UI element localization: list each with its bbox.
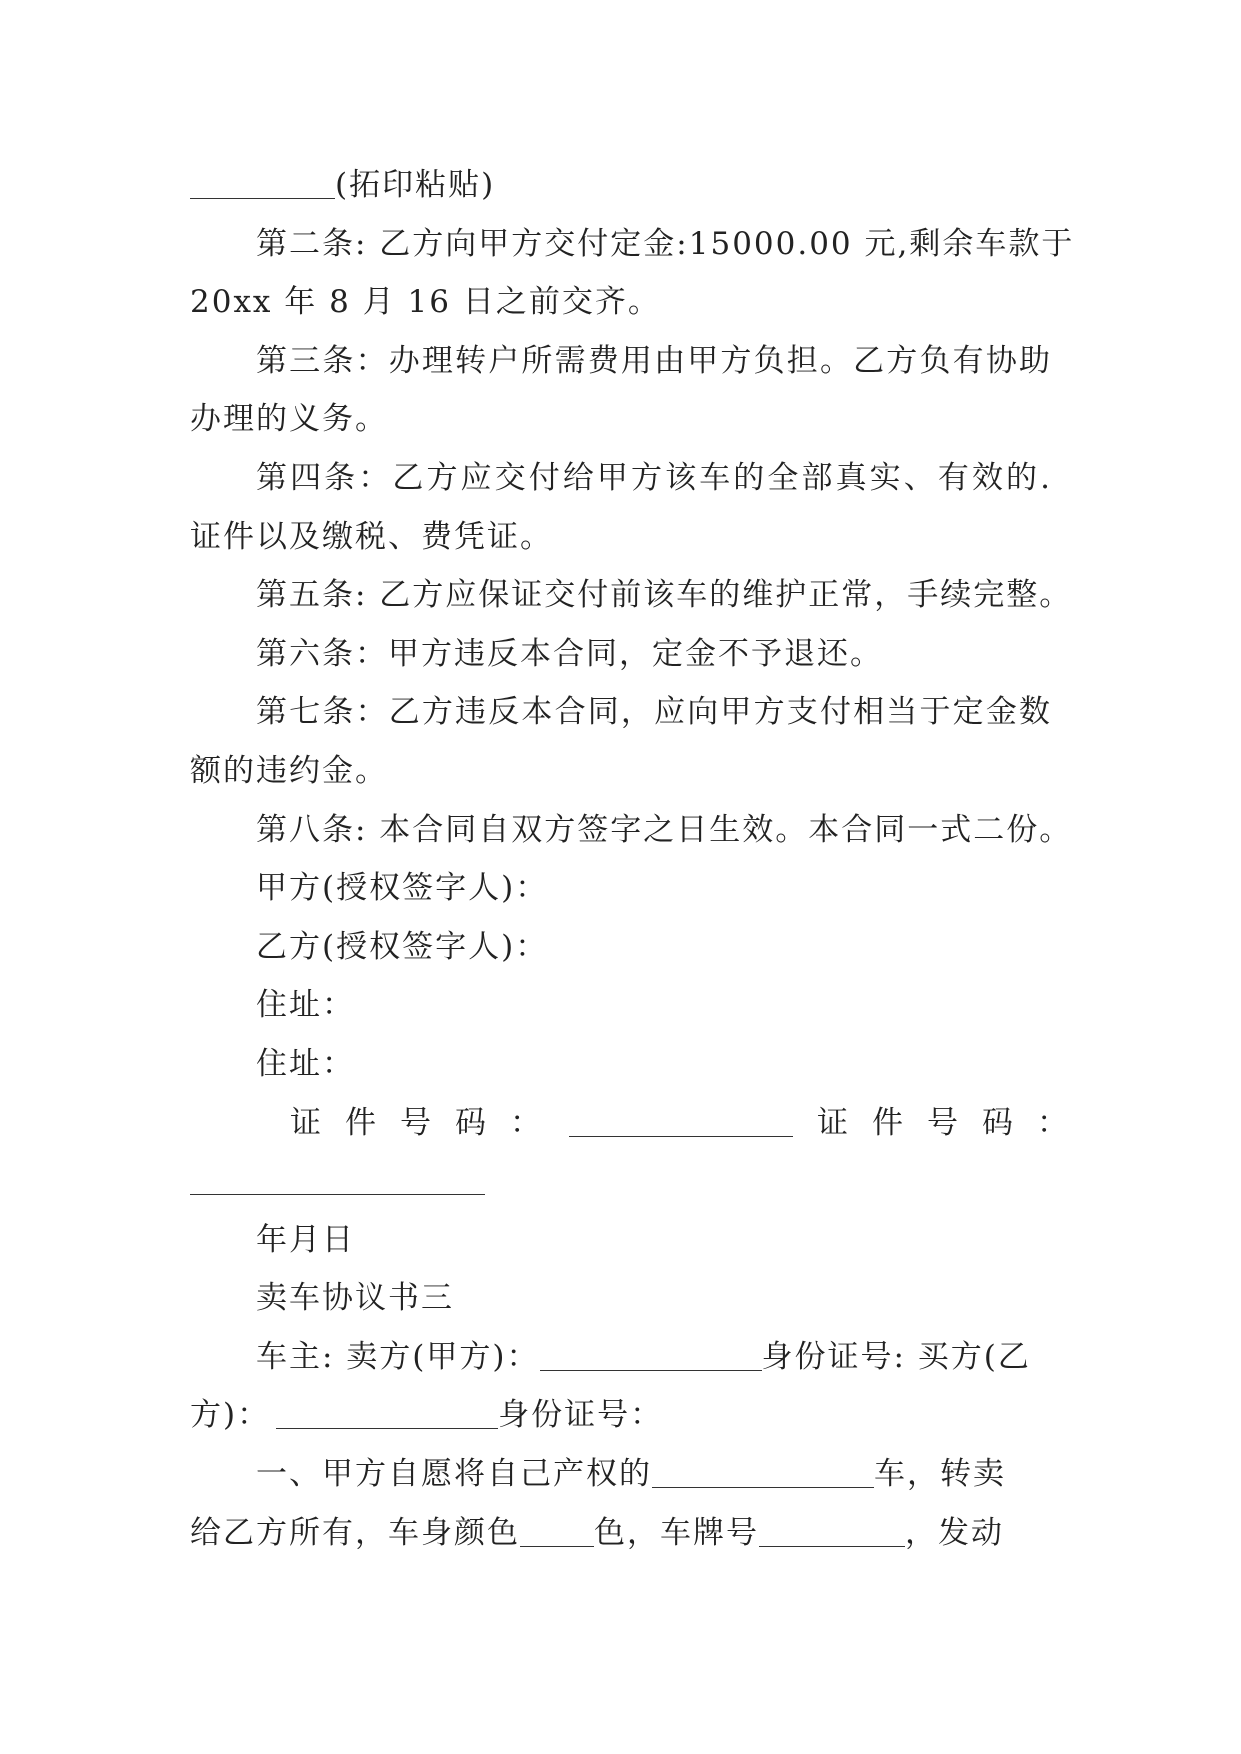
section-title: 卖车协议书三: [256, 1280, 454, 1317]
article-7-line-1: 第七条：乙方违反本合同，应向甲方支付相当于定金数: [256, 694, 1052, 731]
article-3-line-2: 办理的义务。: [190, 401, 388, 438]
stamp-paste-line: [190, 156, 1052, 215]
item-1-text-a: 一、甲方自愿将自己产权的: [256, 1456, 652, 1493]
id-number-label-1: 证件号码：: [290, 1104, 565, 1141]
buyer-id-label: 身份证号：: [498, 1397, 664, 1434]
stamp-paste-label: (拓印粘贴): [335, 167, 496, 203]
item-1-line-2: [190, 1504, 1052, 1563]
id-number-line: [190, 1094, 1092, 1153]
article-5: 第五条: 乙方应保证交付前该车的维护正常，手续完整。: [256, 577, 1073, 614]
id-number-label-2: 证件号码：: [817, 1104, 1092, 1141]
id-buyer-label: 身份证号: 买方(乙: [761, 1338, 1031, 1375]
item-1-text-b: 车，转卖: [874, 1456, 1006, 1493]
address-2: 住址：: [256, 1045, 355, 1082]
article-4-line-2: 证件以及缴税、费凭证。: [190, 518, 553, 555]
item-1-text-c: 给乙方所有，车身颜色: [190, 1514, 520, 1551]
article-7-line-2: 额的违约金。: [190, 752, 388, 789]
blank-line: [652, 1453, 874, 1488]
document-body: [190, 156, 1092, 1562]
blank-line: [520, 1512, 594, 1547]
article-2-line-1: 第二条: 乙方向甲方交付定金:15000.00 元,剩余车款于: [256, 225, 1075, 262]
blank-line: [540, 1336, 762, 1371]
blank-line: [190, 1160, 485, 1195]
blank-line: [569, 1102, 793, 1137]
article-6: 第六条：甲方违反本合同，定金不予退还。: [256, 635, 883, 672]
article-3-line-1: 第三条：办理转户所需费用由甲方负担。乙方负有协助: [256, 342, 1052, 379]
article-8: 第八条: 本合同自双方签字之日生效。本合同一式二份。: [256, 811, 1073, 848]
owner-line-1: [190, 1328, 1052, 1387]
id-number-blank-line: [190, 1152, 1052, 1211]
item-1-line-1: [190, 1445, 1052, 1504]
party-b-signature: 乙方(授权签字人)：: [256, 928, 549, 965]
seller-label: 车主: 卖方(甲方)：: [256, 1338, 540, 1375]
blank-line: [276, 1394, 498, 1429]
item-1-text-e: ，发动: [905, 1514, 1004, 1551]
date-line: 年月日: [256, 1221, 355, 1258]
owner-line-2: [190, 1386, 1052, 1445]
item-1-text-d: 色，车牌号: [594, 1514, 759, 1551]
blank-line: [190, 164, 335, 199]
buyer-label: 方)：: [190, 1397, 271, 1434]
blank-line: [759, 1512, 905, 1547]
party-a-signature: 甲方(授权签字人)：: [256, 870, 549, 907]
address-1: 住址：: [256, 987, 355, 1024]
article-4-line-1: 第四条：乙方应交付给甲方该车的全部真实、有效的.: [256, 459, 1052, 496]
article-2-line-2: 20xx 年 8 月 16 日之前交齐。: [190, 284, 661, 321]
